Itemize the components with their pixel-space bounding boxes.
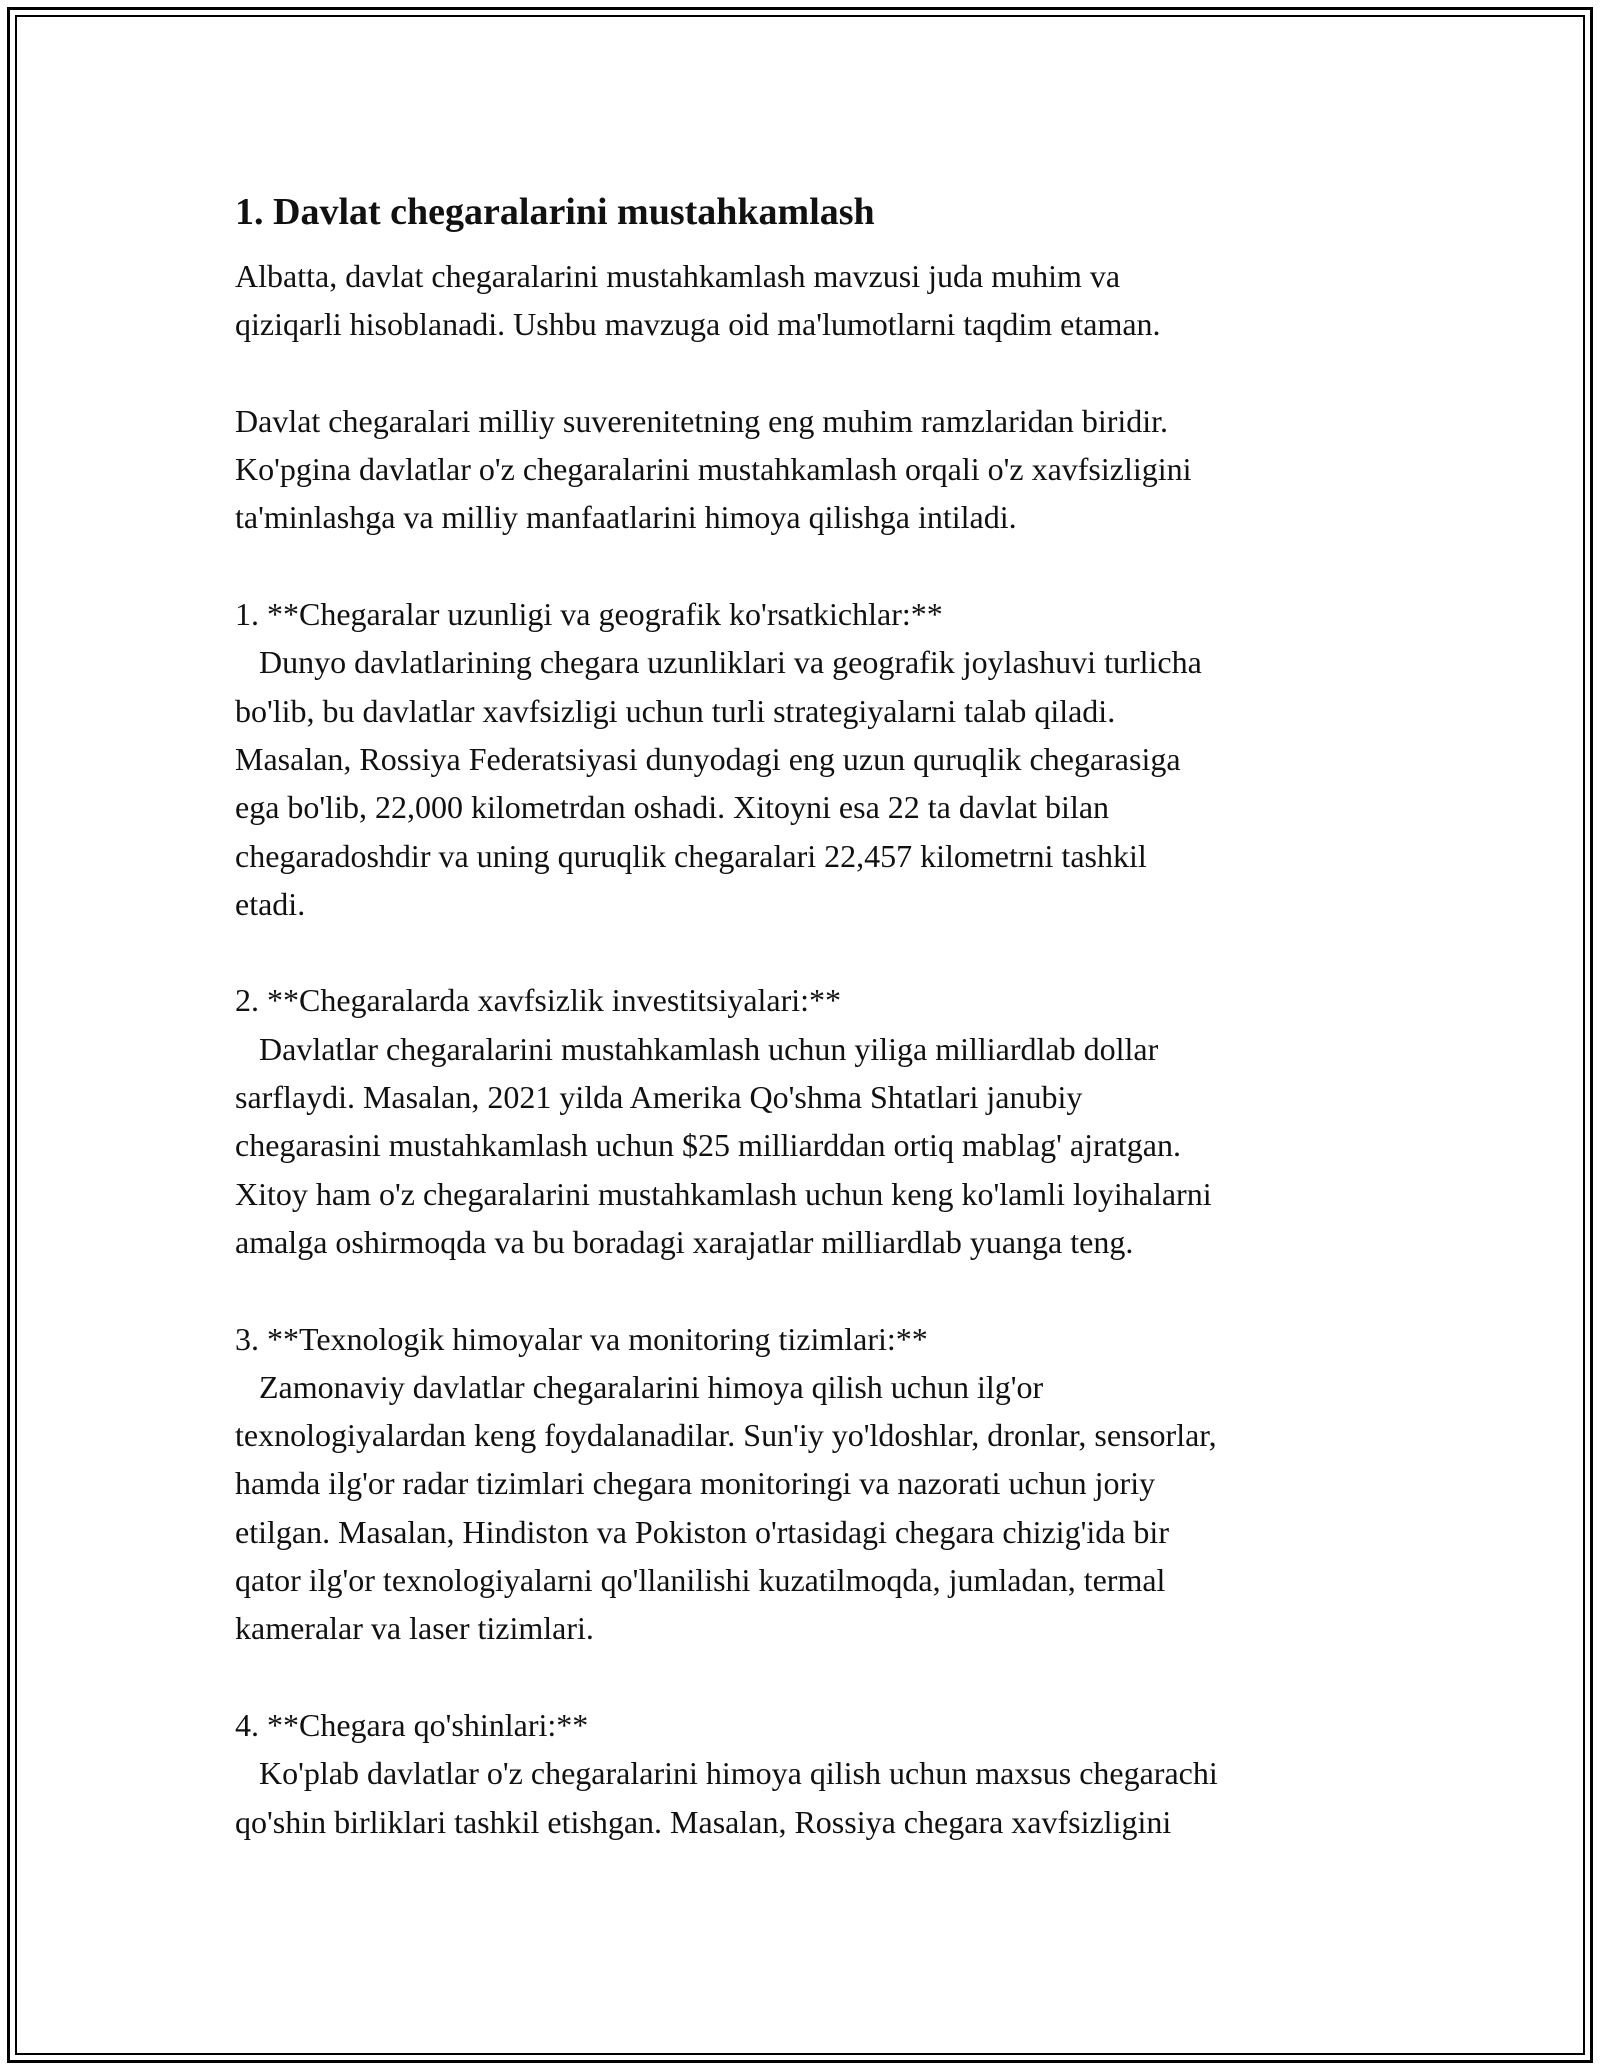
text-line: qator ilg'or texnologiyalarni qo'llanilishi kuzatilmoqda, jumladan, termal xyxy=(235,1562,1166,1599)
text-line: texnologiyalardan keng foydalanadilar. Sun'iy yo'ldoshlar, dronlar, sensorlar, xyxy=(235,1417,1217,1454)
text-line: Davlat chegaralari milliy suverenitetning eng muhim ramzlaridan biridir. xyxy=(235,402,1169,439)
text-line: etadi. xyxy=(235,885,306,922)
document-page xyxy=(235,186,1375,1846)
document-title: 1. Davlat chegaralarini mustahkamlash xyxy=(235,191,875,233)
text-line: Davlatlar chegaralarini mustahkamlash uchun yiliga milliardlab dollar xyxy=(235,1030,1159,1067)
text-line: Ko'plab davlatlar o'z chegaralarini himoya qilish uchun maxsus chegarachi xyxy=(235,1755,1218,1792)
paragraph-intro xyxy=(235,252,1375,349)
text-line: sarflaydi. Masalan, 2021 yilda Amerika Qo'shma Shtatlari janubiy xyxy=(235,1079,1083,1116)
text-line: ega bo'lib, 22,000 kilometrdan oshadi. Xitoyni esa 22 ta davlat bilan xyxy=(235,789,1110,826)
text-line: Albatta, davlat chegaralarini mustahkamlash mavzusi juda muhim va xyxy=(235,258,1121,294)
text-line: hamda ilg'or radar tizimlari chegara monitoringi va nazorati uchun joriy xyxy=(235,1465,1156,1502)
section-heading: 1. **Chegaralar uzunligi va geografik ko'rsatkichlar:** xyxy=(235,596,943,633)
text-line: etilgan. Masalan, Hindiston va Pokiston o'rtasidagi chegara chizig'ida bir xyxy=(235,1513,1169,1550)
text-line: Zamonaviy davlatlar chegaralarini himoya qilish uchun ilg'or xyxy=(235,1368,1044,1405)
text-line: amalga oshirmoqda va bu boradagi xarajatlar milliardlab yuanga teng. xyxy=(235,1223,1134,1260)
text-line: bo'lib, bu davlatlar xavfsizligi uchun turli strategiyalarni talab qiladi. xyxy=(235,692,1116,729)
text-line: Ko'pgina davlatlar o'z chegaralarini mustahkamlash orqali o'z xavfsizligini xyxy=(235,451,1192,488)
section-heading: 2. **Chegaralarda xavfsizlik investitsiyalari:** xyxy=(235,982,842,1019)
section-border-length xyxy=(235,590,1375,928)
text-line: ta'minlashga va milliy manfaatlarini himoya qilishga intiladi. xyxy=(235,499,1017,536)
text-line: qo'shin birliklari tashkil etishgan. Masalan, Rossiya chegara xavfsizligini xyxy=(235,1803,1172,1840)
text-line: qiziqarli hisoblanadi. Ushbu mavzuga oid ma'lumotlarni taqdim etaman. xyxy=(235,306,1161,343)
section-heading: 3. **Texnologik himoyalar va monitoring tizimlari:** xyxy=(235,1320,928,1357)
text-line: chegaradoshdir va uning quruqlik chegaralari 22,457 kilometrni tashkil xyxy=(235,837,1147,874)
section-heading: 4. **Chegara qo'shinlari:** xyxy=(235,1706,589,1743)
text-line: Masalan, Rossiya Federatsiyasi dunyodagi eng uzun quruqlik chegarasiga xyxy=(235,740,1181,777)
section-security-investments xyxy=(235,976,1375,1266)
text-line: Dunyo davlatlarining chegara uzunliklari va geografik joylashuvi turlicha xyxy=(235,644,1202,681)
section-border-troops xyxy=(235,1701,1375,1846)
paragraph-overview xyxy=(235,397,1375,542)
text-line: kameralar va laser tizimlari. xyxy=(235,1610,594,1647)
section-technology-monitoring xyxy=(235,1315,1375,1653)
text-line: chegarasini mustahkamlash uchun $25 milliarddan ortiq mablag' ajratgan. xyxy=(235,1127,1181,1164)
text-line: Xitoy ham o'z chegaralarini mustahkamlash uchun keng ko'lamli loyihalarni xyxy=(235,1175,1212,1212)
